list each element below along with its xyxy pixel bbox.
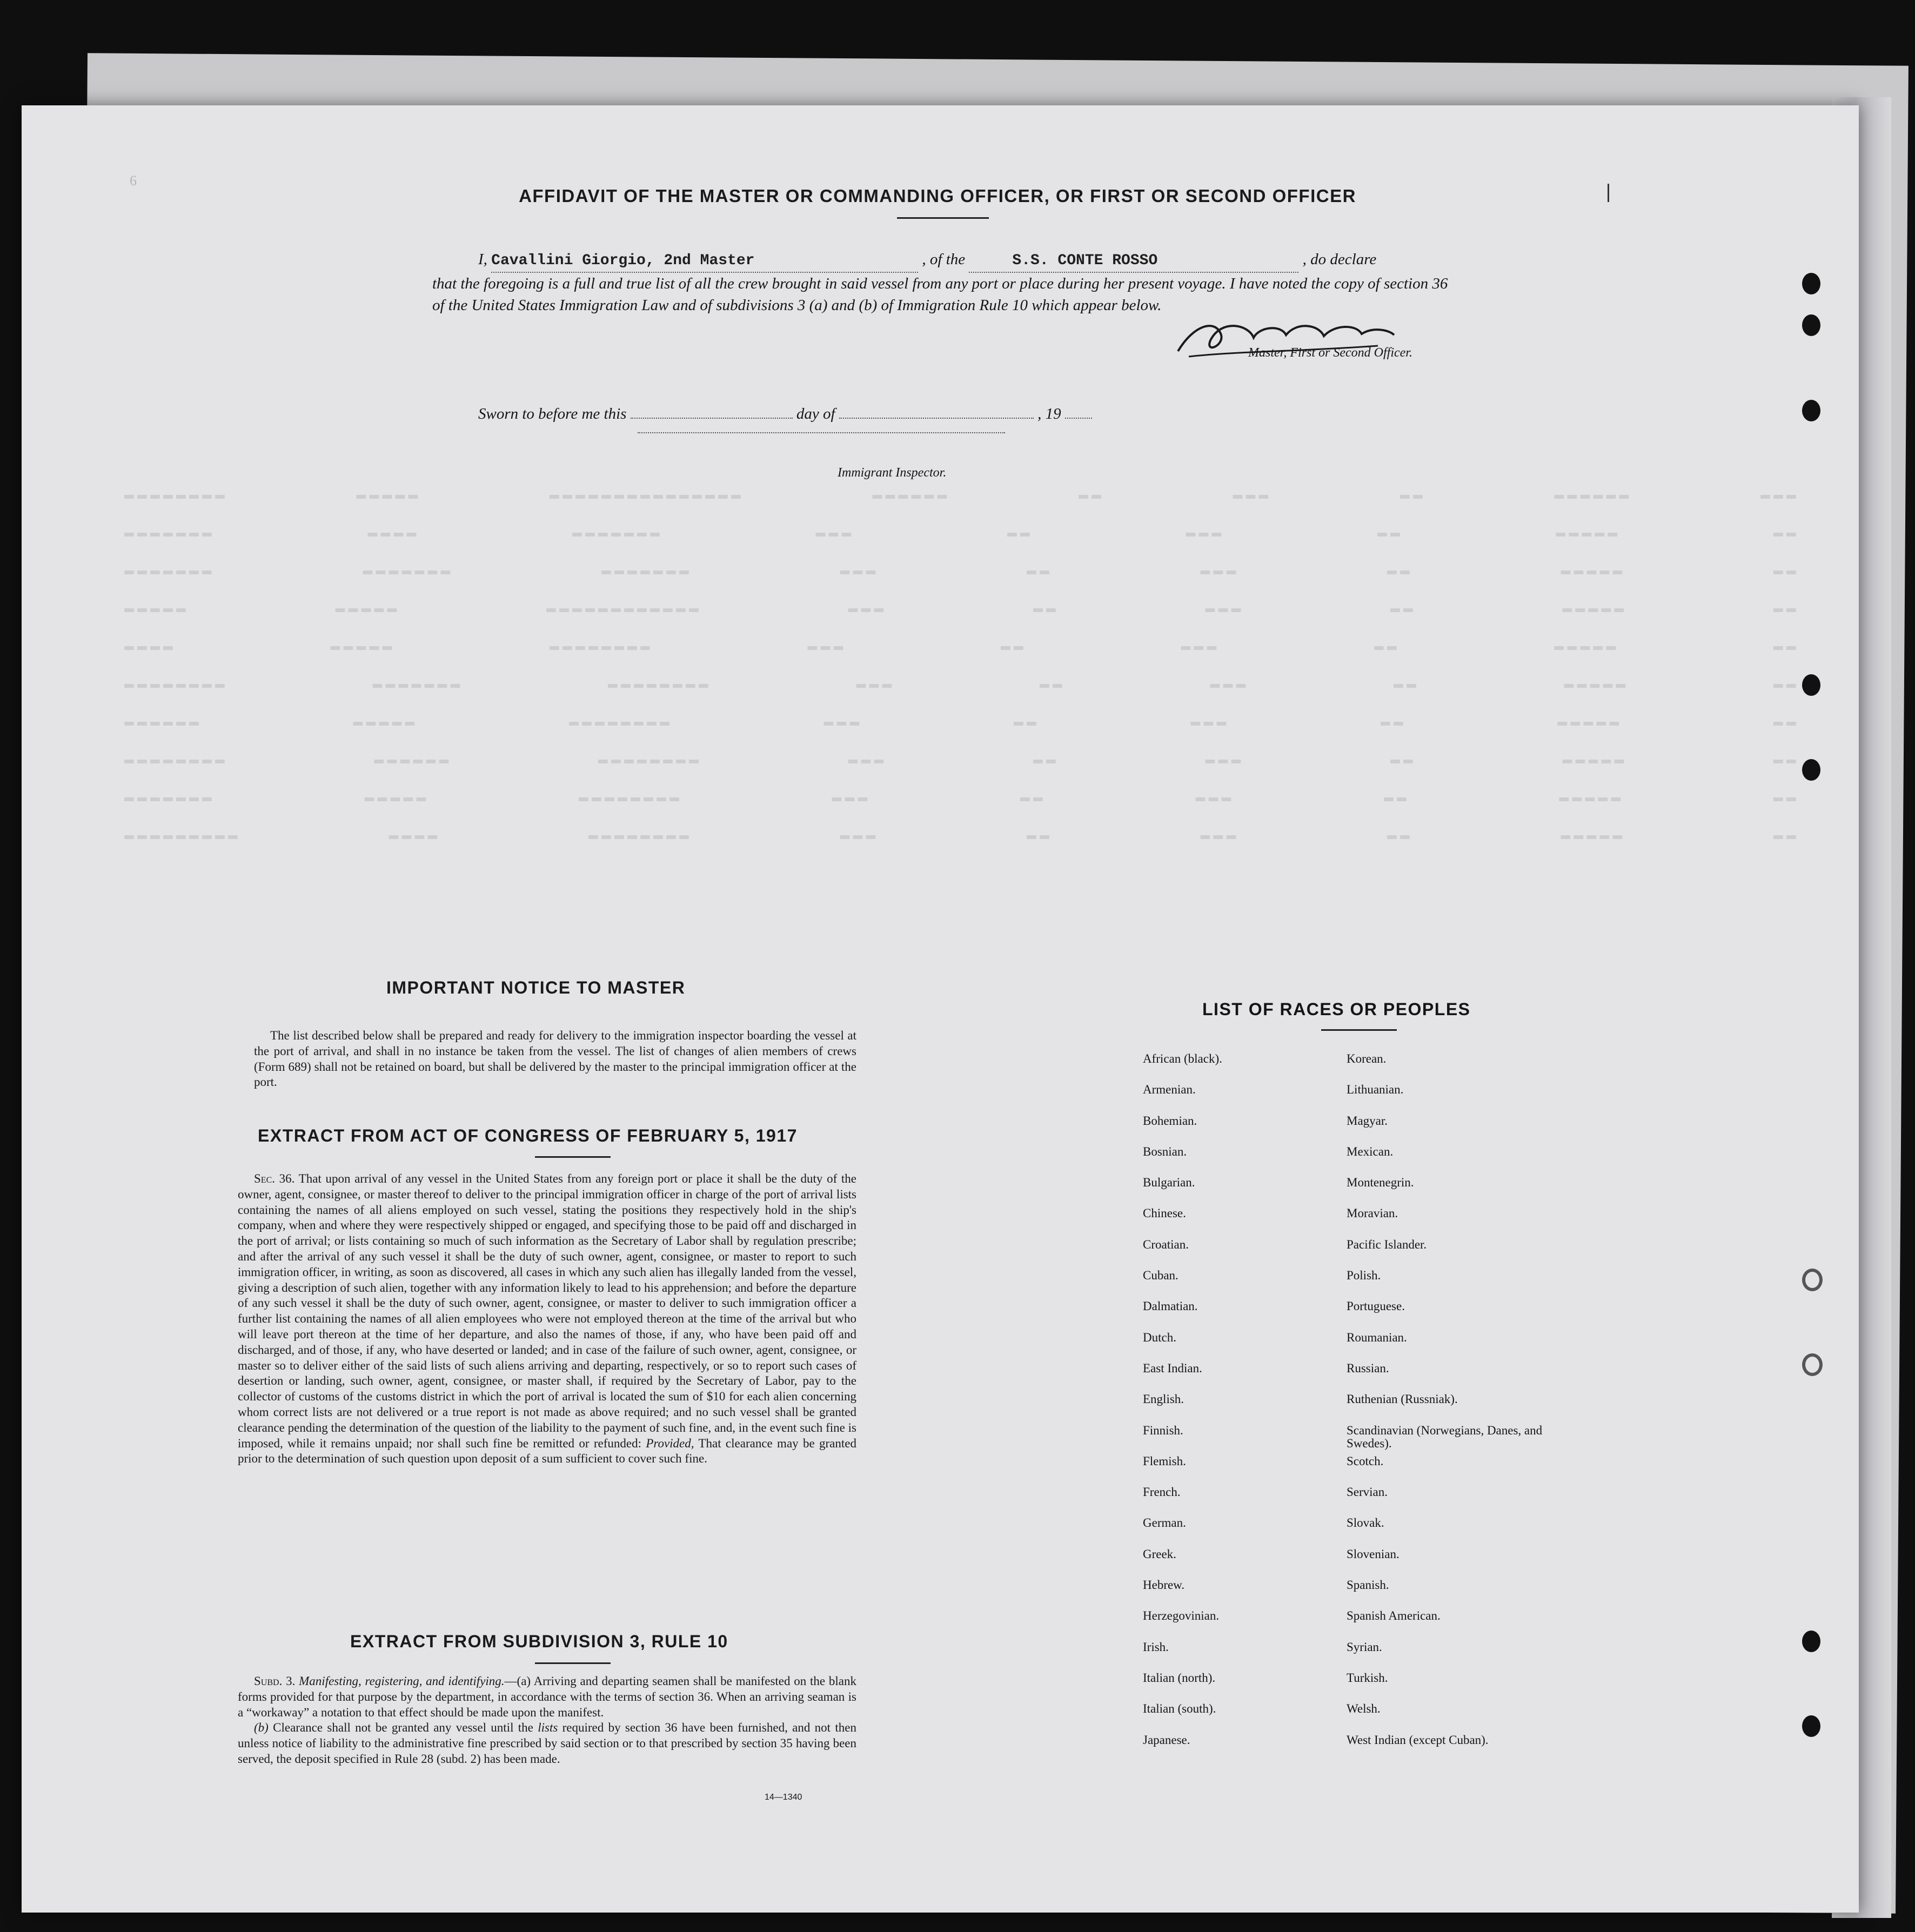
race-item: Finnish. xyxy=(1143,1423,1183,1437)
race-item: East Indian. xyxy=(1143,1361,1202,1375)
section-label: Sec. 36. xyxy=(254,1172,295,1185)
race-item: Roumanian. xyxy=(1347,1330,1407,1344)
binder-hole xyxy=(1802,674,1820,696)
race-item: Cuban. xyxy=(1143,1269,1179,1283)
race-item: Pacific Islander. xyxy=(1347,1237,1427,1251)
proviso-text: That clearance may be granted prior to the determination of such question upon deposit of a sum sufficient to cover such fine. xyxy=(238,1436,856,1466)
race-item: Dalmatian. xyxy=(1143,1299,1198,1313)
races-title: LIST OF RACES OR PEOPLES xyxy=(1202,999,1471,1019)
race-item: Bosnian. xyxy=(1143,1144,1187,1158)
paragraph-a: —(a) Arriving and departing seamen shall be manifested on the blank forms provided for that purpose by the department, in accordance with the terms of section 36. When an arriving seaman is a “workaway” a notation to that effect should be made upon the manifest. xyxy=(238,1674,857,1719)
race-item: Chinese. xyxy=(1143,1206,1186,1220)
race-item: Scandinavian (Norwegians, Danes, and Swedes). xyxy=(1347,1423,1543,1450)
affidavit-title: AFFIDAVIT OF THE MASTER OR COMMANDING OFFICER, OR FIRST OR SECOND OFFICER xyxy=(519,186,1356,206)
page-number: 6 xyxy=(130,173,137,189)
act-divider xyxy=(535,1156,611,1158)
paragraph-b-rest: required by section 36 have been furnished, and not then unless notice of liability to the administrative fine prescribed by said section or to that prescribed by section 35 having been served, the deposit specified in Rule 28 (subd. 2) has been made. xyxy=(238,1721,857,1766)
race-item: Slovenian. xyxy=(1347,1547,1400,1561)
race-item: Portuguese. xyxy=(1347,1299,1405,1313)
race-item: Bohemian. xyxy=(1143,1113,1197,1128)
race-item: Turkish. xyxy=(1347,1671,1388,1685)
race-item: Croatian. xyxy=(1143,1237,1189,1251)
race-item: Herzegovinian. xyxy=(1143,1609,1220,1623)
race-item: Spanish American. xyxy=(1347,1609,1441,1623)
vessel-name: S.S. CONTE ROSSO xyxy=(969,250,1298,273)
title-divider xyxy=(897,217,989,219)
race-item: Russian. xyxy=(1347,1361,1389,1375)
race-item: Spanish. xyxy=(1347,1578,1389,1592)
race-item: West Indian (except Cuban). xyxy=(1347,1733,1489,1747)
notice-paragraph: The list described below shall be prepared and ready for delivery to the immigration inspector boarding the vessel at the port of arrival, and shall in no instance be taken from the vessel. The list of changes of alien members of crews (Form 689) shall not be retained on board, but shall be delivered by the master to the principal immigration officer at the port. xyxy=(254,1029,856,1089)
race-item: Moravian. xyxy=(1347,1206,1398,1220)
race-item: Syrian. xyxy=(1347,1640,1382,1654)
do-declare-label: , do declare xyxy=(1302,251,1377,268)
binder-hole xyxy=(1802,400,1820,421)
race-item: Magyar. xyxy=(1347,1113,1388,1128)
paragraph-b-start: Clearance shall not be granted any vessel until the xyxy=(273,1721,533,1735)
race-item: Slovak. xyxy=(1347,1516,1384,1530)
binder-hole xyxy=(1802,759,1820,781)
paragraph-b-label: (b) xyxy=(254,1721,269,1735)
race-item: Irish. xyxy=(1143,1640,1169,1654)
inspector-label: Immigrant Inspector. xyxy=(838,466,947,480)
races-right-column xyxy=(1347,1052,1579,1765)
race-item: Polish. xyxy=(1347,1269,1381,1283)
race-item: Italian (south). xyxy=(1143,1702,1216,1716)
lists-word: lists xyxy=(538,1721,558,1735)
binder-hole xyxy=(1802,314,1820,336)
declarant-name: Cavallini Giorgio, 2nd Master xyxy=(491,250,918,273)
race-item: Korean. xyxy=(1347,1052,1387,1065)
signature-label: Master, First or Second Officer. xyxy=(1248,346,1412,360)
proviso-label: Provided, xyxy=(646,1436,694,1450)
race-item: Japanese. xyxy=(1143,1733,1190,1747)
binder-hole xyxy=(1802,1631,1820,1652)
binder-hole xyxy=(1802,1353,1823,1376)
race-item: Bulgarian. xyxy=(1143,1176,1195,1190)
notice-text xyxy=(254,1028,856,1090)
race-item: African (black). xyxy=(1143,1052,1222,1065)
bleed-through-texture: ▬▬▬▬▬▬▬▬ ▬▬▬▬▬ ▬▬▬▬▬▬▬▬▬▬▬▬▬▬▬ ▬▬▬▬▬▬ ▬▬ ▬▬▬ ▬▬ ▬▬▬▬▬▬ ▬▬▬ ▬▬▬▬▬▬▬ ▬▬▬▬ ▬▬▬▬▬▬▬ ▬▬▬ ▬▬ ▬▬▬ ▬▬ ▬▬▬▬▬ ▬▬ ▬▬▬▬▬▬▬ ▬▬▬▬▬▬▬ ▬▬▬▬▬▬▬ ▬▬▬ ▬▬ ▬▬▬ ▬▬ ▬▬▬▬▬ ▬▬ ▬▬▬▬▬ ▬▬▬▬▬ ▬▬▬▬▬▬▬▬▬▬▬▬ ▬▬▬ ▬▬ ▬▬▬ ▬▬ ▬▬▬▬▬ ▬▬ ▬▬▬▬ ▬▬▬▬▬ ▬▬▬▬▬▬▬▬ ▬▬▬ ▬▬ ▬▬▬ ▬▬ ▬▬▬▬▬ ▬▬ ▬▬▬▬▬▬▬▬ ▬▬▬▬▬▬▬ ▬▬▬▬▬▬▬▬ ▬▬▬ ▬▬ ▬▬▬ ▬▬ ▬▬▬▬▬ ▬▬ ▬▬▬▬▬▬ ▬▬▬▬▬ ▬▬▬▬▬▬▬▬ ▬▬▬ ▬▬ ▬▬▬ ▬▬ ▬▬▬▬▬ ▬▬ ▬▬▬▬▬▬▬▬ ▬▬▬▬▬▬ ▬▬▬▬▬▬▬▬ ▬▬▬ ▬▬ ▬▬▬ ▬▬ ▬▬▬▬▬ ▬▬ ▬▬▬▬▬▬▬ ▬▬▬▬▬ ▬▬▬▬▬▬▬▬ ▬▬▬ ▬▬ ▬▬▬ ▬▬ ▬▬▬▬▬ ▬▬ ▬▬▬▬▬▬▬▬▬ ▬▬▬▬ ▬▬▬▬▬▬▬▬ ▬▬▬ ▬▬ ▬▬▬ ▬▬ ▬▬▬▬▬ ▬▬ xyxy=(124,486,1799,845)
sworn-prefix: Sworn to before me this xyxy=(478,405,627,422)
race-item: Ruthenian (Russniak). xyxy=(1347,1392,1458,1406)
sworn-day-label: day of xyxy=(796,405,835,422)
race-item: Montenegrin. xyxy=(1347,1176,1414,1190)
manifest-page xyxy=(22,105,1859,1913)
rule-text xyxy=(238,1674,856,1767)
race-item: German. xyxy=(1143,1516,1186,1530)
affidavit-body: that the foregoing is a full and true list of all the crew brought in said vessel from any port or place during her present voyage. I have noted the copy of section 36 of the United States Immigration Law and of subdivisions 3 (a) and (b) of Immigration Rule 10 which appear below. xyxy=(432,275,1448,314)
race-item: Mexican. xyxy=(1347,1144,1394,1158)
act-title: EXTRACT FROM ACT OF CONGRESS OF FEBRUARY 5, 1917 xyxy=(258,1126,798,1145)
inspector-signature-line xyxy=(638,432,1005,433)
declarant-prefix: I, xyxy=(478,251,487,268)
rule-title: EXTRACT FROM SUBDIVISION 3, RULE 10 xyxy=(350,1632,728,1651)
of-the-label: , of the xyxy=(922,251,966,268)
binder-hole xyxy=(1802,1715,1820,1737)
act-text xyxy=(238,1171,856,1467)
race-item: Hebrew. xyxy=(1143,1578,1185,1592)
subdivision-label: Subd. 3. xyxy=(254,1674,296,1688)
binder-hole xyxy=(1802,273,1820,294)
race-item: Scotch. xyxy=(1347,1454,1384,1468)
rule-divider xyxy=(535,1662,611,1664)
race-item: Italian (north). xyxy=(1143,1671,1216,1685)
race-item: English. xyxy=(1143,1392,1184,1406)
sworn-year-label: , 19 xyxy=(1037,405,1061,422)
binder-hole xyxy=(1802,1269,1823,1291)
races-divider xyxy=(1321,1029,1397,1031)
subdivision-heading: Manifesting, registering, and identifying. xyxy=(299,1674,505,1688)
race-item: Dutch. xyxy=(1143,1330,1176,1344)
race-item: Flemish. xyxy=(1143,1454,1186,1468)
form-number: 14—1340 xyxy=(765,1793,802,1802)
race-item: Servian. xyxy=(1347,1485,1388,1499)
race-item: Welsh. xyxy=(1347,1702,1381,1716)
race-item: Greek. xyxy=(1143,1547,1176,1561)
races-left-column xyxy=(1143,1052,1327,1765)
sworn-line xyxy=(478,405,1092,423)
section-36-text: That upon arrival of any vessel in the United States from any foreign port or place it shall be the duty of the owner, agent, consignee, or master thereof to deliver to the principal immigration officer in charge of the port of arrival lists containing the names of all aliens employed on such vessel, stating the positions they respectively hold in the ship's company, when and where they were respectively shipped or engaged, and specifying those to be paid off and discharged in the port of arrival; or lists containing so much of such information as the Secretary of Labor shall by regulation prescribe; and after the arrival of any such vessel it shall be the duty of such owner, agent, consignee, or master to report to such immigration officer, in writing, as soon as discovered, all cases in which any such alien has illegally landed from the vessel, giving a description of such alien, together with any information likely to lead to his apprehension; and before the departure of any such vessel it shall be the duty of such owner, agent, consignee, or master to deliver to such immigration officer a further list containing the names of all alien employees who were not employed thereon at the time of the arrival but who will leave port thereon at the time of her departure, and also the names of those, if any, who have been paid off and discharged, and of those, if any, who have deserted or landed; and in case of the failure of such owner, agent, consignee, or master so to deliver either of the said lists of such aliens arriving and departing, respectively, or so to report such cases of desertion or landing, such owner, agent, consignee, or master shall, if required by the Secretary of Labor, pay to the collector of customs of the customs district in which the port of arrival is located the sum of $10 for each alien concerning whom correct lists are not delivered or a true report is not made as above required; and no such vessel shall be granted clearance pending the determination of the question of the liability to the payment of such fine, and, in the event such fine is imposed, while it remains unpaid; nor shall such fine be remitted or refunded: xyxy=(238,1172,856,1450)
race-item: French. xyxy=(1143,1485,1181,1499)
race-item: Lithuanian. xyxy=(1347,1083,1404,1097)
race-item: Armenian. xyxy=(1143,1083,1196,1097)
notice-title: IMPORTANT NOTICE TO MASTER xyxy=(386,978,686,997)
affidavit-block xyxy=(432,249,1448,316)
